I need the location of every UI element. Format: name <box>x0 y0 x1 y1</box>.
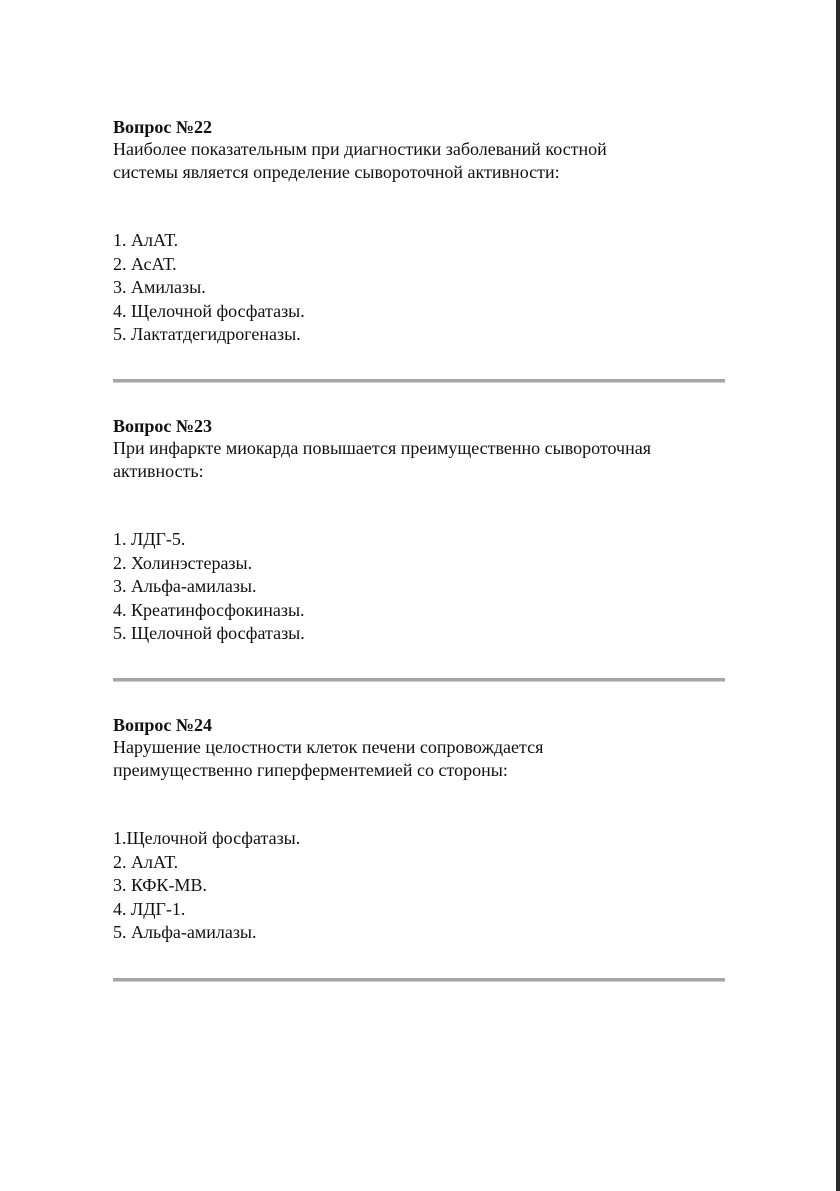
answer-options <box>113 229 305 347</box>
question-text-line: системы является определение сывороточной активности: <box>113 162 560 182</box>
question-block-24 <box>113 714 725 942</box>
question-title: Вопрос №23 <box>113 416 212 436</box>
answer-option: 1. АлАТ. <box>113 230 179 250</box>
answer-option: 2. АсАТ. <box>113 253 177 274</box>
answer-options <box>113 528 305 646</box>
answer-option: 4. Щелочной фосфатазы. <box>113 300 305 321</box>
question-block-23 <box>113 415 725 643</box>
question-text-line: активность: <box>113 461 204 481</box>
answer-option: 4. ЛДГ-1. <box>113 898 186 919</box>
question-title: Вопрос №24 <box>113 715 212 735</box>
answer-option: 5. Альфа-амилазы. <box>113 922 257 942</box>
answer-option: 2. АлАТ. <box>113 851 179 872</box>
answer-options <box>113 827 300 945</box>
section-divider <box>113 678 725 682</box>
question-title: Вопрос №22 <box>113 117 212 137</box>
answer-option: 3. КФК-МВ. <box>113 875 207 895</box>
page-edge-border <box>836 0 840 1191</box>
answer-option: 3. Амилазы. <box>113 277 206 297</box>
answer-option: 1.Щелочной фосфатазы. <box>113 828 301 848</box>
question-text-line: При инфаркте миокарда повышается преимущественно сывороточная <box>113 438 652 458</box>
answer-option: 5. Щелочной фосфатазы. <box>113 623 305 643</box>
section-divider <box>113 978 725 982</box>
answer-option: 3. Альфа-амилазы. <box>113 576 257 596</box>
question-text-line: преимущественно гиперферментемией со стороны: <box>113 760 508 780</box>
answer-option: 1. ЛДГ-5. <box>113 529 186 549</box>
section-divider <box>113 379 725 383</box>
question-text-line: Нарушение целостности клеток печени сопровождается <box>113 737 544 757</box>
answer-option: 2. Холинэстеразы. <box>113 552 253 573</box>
question-text-line: Наиболее показательным при диагностики заболеваний костной <box>113 139 607 159</box>
answer-option: 5. Лактатдегидрогеназы. <box>113 324 301 344</box>
question-block-22 <box>113 116 725 344</box>
answer-option: 4. Креатинфосфокиназы. <box>113 599 305 620</box>
